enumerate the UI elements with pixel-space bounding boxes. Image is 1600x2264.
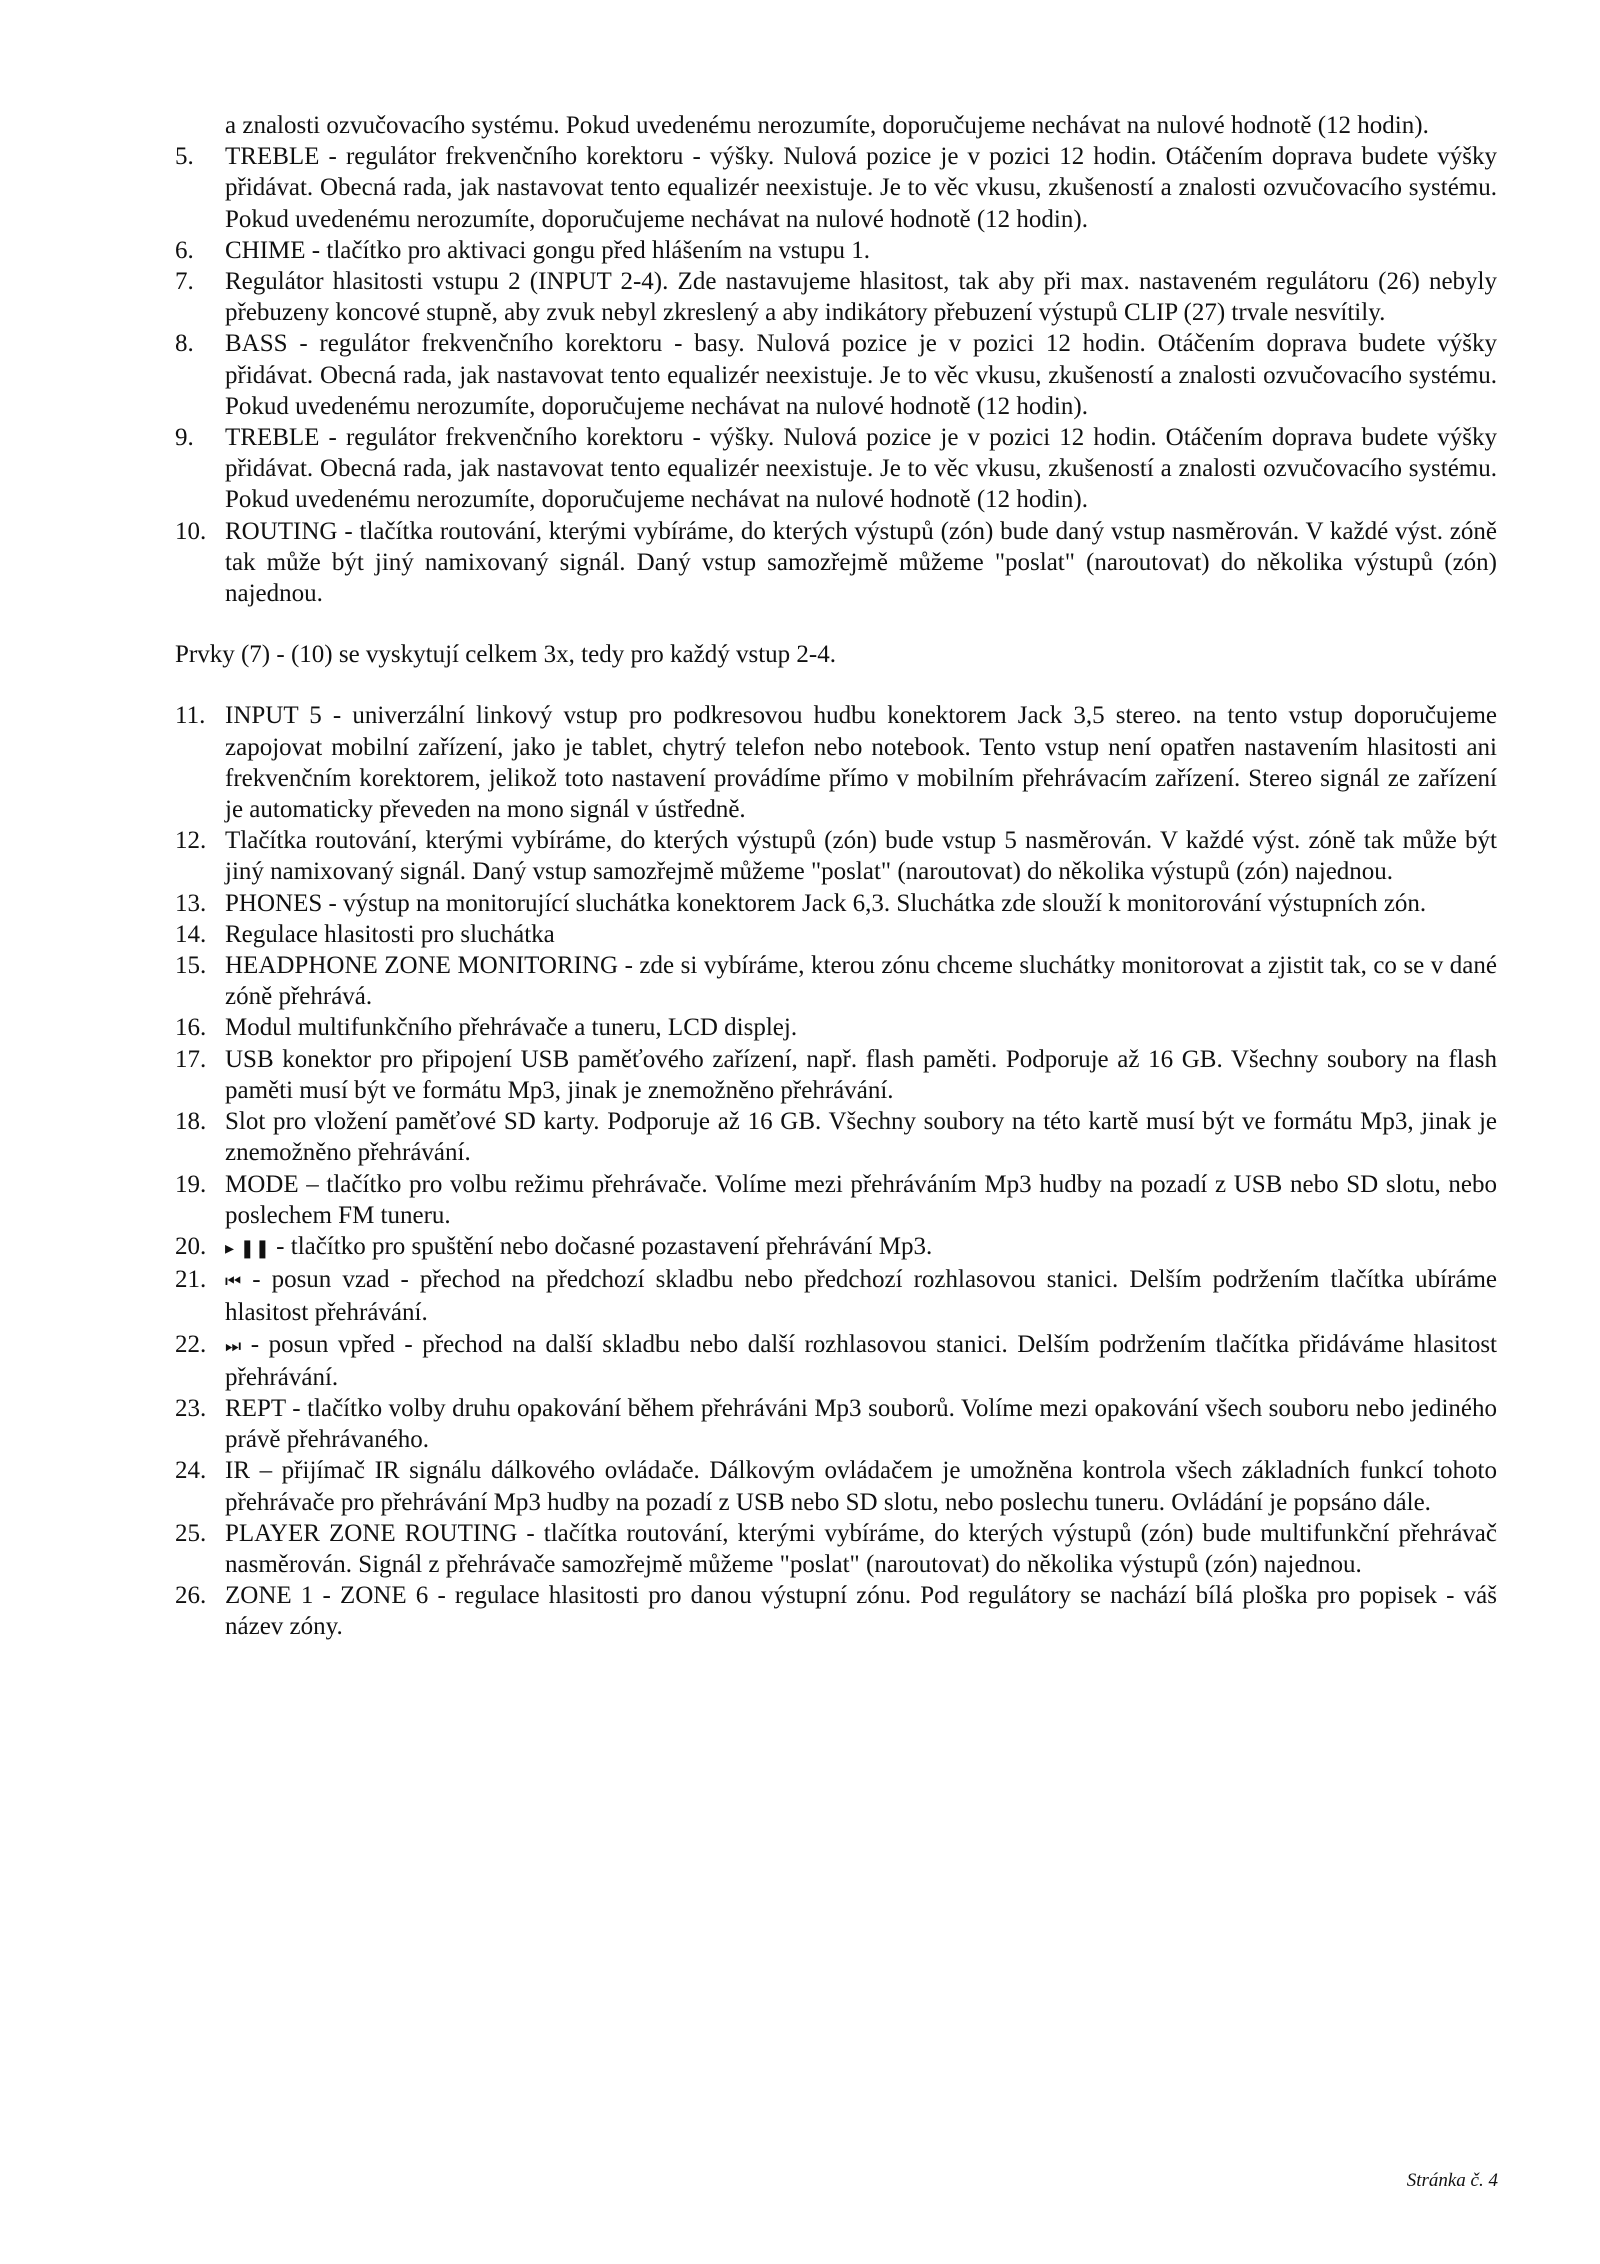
list-item (175, 950, 1497, 1012)
list-item-text-wrap (225, 919, 1497, 950)
list-item-number: 19. (175, 1170, 207, 1198)
list-item (175, 1455, 1497, 1517)
list-item-text-wrap (225, 1393, 1497, 1455)
list-item-text: REPT - tlačítko volby druhu opakování během přehráváni Mp3 souborů. Volíme mezi opakování všech souboru nebo jediného právě přehrávaného. (225, 1394, 1497, 1454)
document-page (175, 110, 1497, 1643)
list-item-text: Tlačítka routování, kterými vybíráme, do kterých výstupů (zón) bude vstup 5 nasměrován. V každé výst. zóně tak může být jiný namixovaný signál. Daný vstup samozřejmě můžeme "poslat" (naroutovat) do několika výstupů (zón) najednou. (225, 827, 1497, 886)
list-item-text: MODE – tlačítko pro volbu režimu přehrávače. Volíme mezi přehráváním Mp3 hudby na pozadí z USB nebo SD slotu, nebo poslechem FM tuneru. (225, 1170, 1497, 1229)
list-item (175, 328, 1497, 422)
list-item-text-wrap (225, 1012, 1497, 1043)
list-item-text: Regulace hlasitosti pro sluchátka (225, 920, 555, 948)
list-item-text-wrap (225, 1231, 1497, 1264)
list-item-text: - posun vzad - přechod na předchozí skladbu nebo předchozí rozhlasovou stanici. Delším podržením tlačítka ubíráme hlasitost přehrávání. (225, 1266, 1497, 1327)
list-item-number: 20. (175, 1232, 207, 1260)
numbered-list-top (175, 141, 1497, 609)
list-item-text: Slot pro vložení paměťové SD karty. Podporuje až 16 GB. Všechny soubory na této kartě musí být ve formátu Mp3, jinak je znemožněno přehrávání. (225, 1108, 1497, 1167)
page-number: Stránka č. 4 (1406, 2170, 1498, 2191)
list-item-text: PHONES - výstup na monitorující sluchátka konektorem Jack 6,3. Sluchátka zde slouží k monitorování výstupních zón. (225, 889, 1427, 917)
list-item-text: - tlačítko pro spuštění nebo dočasné pozastavení přehrávání Mp3. (269, 1232, 933, 1260)
list-item-number: 7. (175, 268, 194, 296)
list-item (175, 1393, 1497, 1455)
list-item-number: 9. (175, 424, 194, 452)
spacer (175, 609, 1497, 639)
list-item (175, 266, 1497, 328)
list-item-number: 14. (175, 920, 207, 948)
numbered-list-bottom (175, 700, 1497, 1642)
list-item-number: 15. (175, 952, 207, 980)
list-item-text-wrap (225, 1455, 1497, 1517)
list-item (175, 1264, 1497, 1328)
list-item-text-wrap (225, 328, 1497, 422)
list-item-text-wrap (225, 1169, 1497, 1231)
list-item (175, 919, 1497, 950)
list-item-number: 21. (175, 1266, 207, 1294)
list-item (175, 1106, 1497, 1168)
list-item-number: 24. (175, 1457, 207, 1485)
list-item-text-wrap (225, 700, 1497, 825)
list-item-text-wrap (225, 516, 1497, 610)
list-item-text-wrap (225, 825, 1497, 887)
list-item-number: 23. (175, 1394, 207, 1422)
list-item-text-wrap (225, 1518, 1497, 1580)
list-item-text: TREBLE - regulátor frekvenčního korektoru - výšky. Nulová pozice je v pozici 12 hodin. Otáčením doprava budete výšky přidávat. Obecná rada, jak nastavovat tento equalizér neexistuje. Je to věc vkusu, zkušeností a znalosti ozvučovacího systému. Pokud uvedenému nerozumíte, doporučujeme nechávat na nulové hodnotě (12 hodin). (225, 143, 1497, 233)
list-item-number: 18. (175, 1108, 207, 1136)
list-item-text-wrap (225, 266, 1497, 328)
list-item-text: ROUTING - tlačítka routování, kterými vybíráme, do kterých výstupů (zón) bude daný vstup nasměrován. V každé výst. zóně tak může být jiný namixovaný signál. Daný vstup samozřejmě můžeme "poslat" (naroutovat) do několika výstupů (zón) najednou. (225, 517, 1497, 608)
list-item-text: ZONE 1 - ZONE 6 - regulace hlasitosti pro danou výstupní zónu. Pod regulátory se nachází bílá ploška pro popisek - váš název zóny. (225, 1582, 1497, 1641)
list-item (175, 1518, 1497, 1580)
playback-symbol-icon: ▸ ❚❚ (225, 1237, 270, 1259)
list-item (175, 825, 1497, 887)
list-item-text: - posun vpřed - přechod na další skladbu nebo další rozhlasovou stanici. Delším podržením tlačítka přidáváme hlasitost přehrávání. (225, 1330, 1497, 1391)
list-item-number: 16. (175, 1014, 207, 1042)
list-item-number: 17. (175, 1045, 207, 1073)
list-item-text-wrap (225, 422, 1497, 516)
list-item-text: HEADPHONE ZONE MONITORING - zde si vybíráme, kterou zónu chceme sluchátky monitorovat a zjistit tak, co se v dané zóně přehrává. (225, 952, 1497, 1011)
list-item (175, 516, 1497, 610)
list-item (175, 1012, 1497, 1043)
list-item-text-wrap (225, 1106, 1497, 1168)
list-item-text: BASS - regulátor frekvenčního korektoru - basy. Nulová pozice je v pozici 12 hodin. Otáčením doprava budete výšky přidávat. Obecná rada, jak nastavovat tento equalizér neexistuje. Je to věc vkusu, zkušeností a znalosti ozvučovacího systému. Pokud uvedenému nerozumíte, doporučujeme nechávat na nulové hodnotě (12 hodin). (225, 330, 1497, 420)
list-item-text: CHIME - tlačítko pro aktivaci gongu před hlášením na vstupu 1. (225, 236, 871, 264)
list-item (175, 1329, 1497, 1393)
list-item-text-wrap (225, 1044, 1497, 1106)
playback-symbol-icon: ⏭ (225, 1335, 242, 1357)
list-item-number: 10. (175, 517, 207, 545)
list-item-text-wrap (225, 1329, 1497, 1393)
list-item-text: INPUT 5 - univerzální linkový vstup pro podkresovou hudbu konektorem Jack 3,5 stereo. na tento vstup doporučujeme zapojovat mobilní zařízení, jako je tablet, chytrý telefon nebo notebook. Tento vstup není opatřen nastavením hlasitosti ani frekvenčním korektorem, jelikož toto nastavení provádíme přímo v mobilním přehrávacím zařízení. Stereo signál ze zařízení je automaticky převeden na mono signál v ústředně. (225, 702, 1497, 824)
list-item-number: 26. (175, 1582, 207, 1610)
list-item-number: 5. (175, 143, 194, 171)
list-item (175, 1580, 1497, 1642)
list-item (175, 141, 1497, 235)
list-item-text-wrap (225, 950, 1497, 1012)
list-item-text: Modul multifunkčního přehrávače a tuneru, LCD displej. (225, 1014, 798, 1042)
list-item-text-wrap (225, 1264, 1497, 1328)
note-paragraph: Prvky (7) - (10) se vyskytují celkem 3x, tedy pro každý vstup 2-4. (175, 641, 836, 669)
list-item (175, 1044, 1497, 1106)
list-item (175, 700, 1497, 825)
list-item-number: 6. (175, 236, 194, 264)
list-item (175, 1231, 1497, 1264)
list-item-number: 13. (175, 889, 207, 917)
list-item-text-wrap (225, 235, 1497, 266)
list-item-text: TREBLE - regulátor frekvenčního korektoru - výšky. Nulová pozice je v pozici 12 hodin. Otáčením doprava budete výšky přidávat. Obecná rada, jak nastavovat tento equalizér neexistuje. Je to věc vkusu, zkušeností a znalosti ozvučovacího systému. Pokud uvedenému nerozumíte, doporučujeme nechávat na nulové hodnotě (12 hodin). (225, 424, 1497, 514)
list-item (175, 422, 1497, 516)
list-item-text: IR – přijímač IR signálu dálkového ovládače. Dálkovým ovládačem je umožněna kontrola všech základních funkcí tohoto přehrávače pro přehrávání Mp3 hudby na pozadí z USB nebo SD slotu, nebo poslechu tuneru. Ovládání je popsáno dále. (225, 1457, 1497, 1516)
list-item-text-wrap (225, 888, 1497, 919)
spacer (175, 670, 1497, 700)
list-item-number: 22. (175, 1330, 207, 1358)
list-item-text: PLAYER ZONE ROUTING - tlačítka routování, kterými vybíráme, do kterých výstupů (zón) bude multifunkční přehrávač nasměrován. Signál z přehrávače samozřejmě můžeme "poslat" (naroutovat) do několika výstupů (zón) najednou. (225, 1519, 1497, 1578)
list-item-text: Regulátor hlasitosti vstupu 2 (INPUT 2-4). Zde nastavujeme hlasitost, tak aby při max. nastaveném regulátoru (26) nebyly přebuzeny koncové stupně, aby zvuk nebyl zkreslený a aby indikátory přebuzení výstupů CLIP (27) trvale nesvítily. (225, 268, 1497, 327)
list-item-number: 12. (175, 827, 207, 855)
continued-paragraph: a znalosti ozvučovacího systému. Pokud uvedenému nerozumíte, doporučujeme nechávat na nulové hodnotě (12 hodin). (225, 112, 1429, 139)
list-item-text: USB konektor pro připojení USB paměťového zařízení, např. flash paměti. Podporuje až 16 GB. Všechny soubory na flash paměti musí být ve formátu Mp3, jinak je znemožněno přehrávání. (225, 1045, 1497, 1104)
list-item (175, 888, 1497, 919)
list-item-text-wrap (225, 1580, 1497, 1642)
list-item (175, 1169, 1497, 1231)
list-item-number: 25. (175, 1519, 207, 1547)
list-item-text-wrap (225, 141, 1497, 235)
list-item-number: 11. (175, 702, 206, 730)
list-item (175, 235, 1497, 266)
playback-symbol-icon: ⏮ (225, 1271, 242, 1293)
list-item-number: 8. (175, 330, 194, 358)
